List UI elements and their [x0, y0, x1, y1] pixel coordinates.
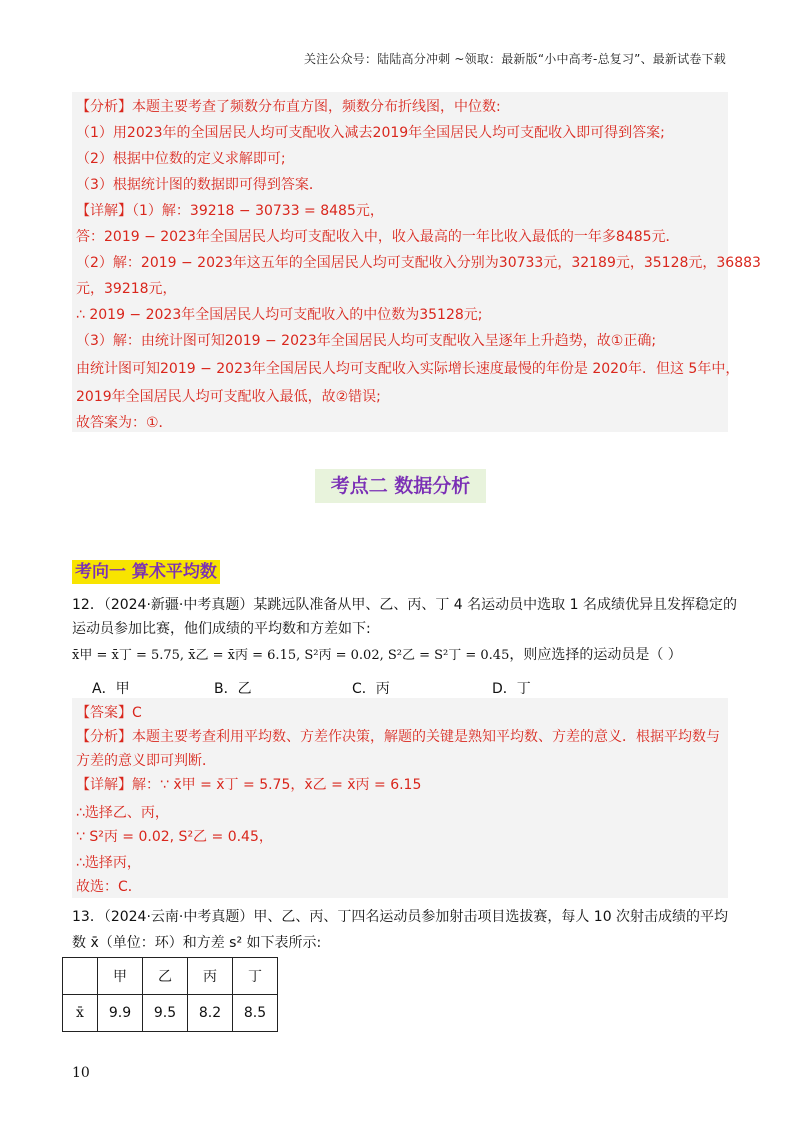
table-cell: 9.9: [98, 995, 143, 1032]
analysis-line: （2）根据中位数的定义求解即可;: [76, 151, 286, 167]
q12-option-c[interactable]: C．丙: [352, 681, 390, 697]
analysis-line: 【分析】本题主要考查了频数分布直方图，频数分布折线图，中位数:: [76, 99, 501, 115]
q12-analysis: 方差的意义即可判断．: [76, 753, 216, 769]
analysis-line: （3）根据统计图的数据即可得到答案．: [76, 177, 323, 193]
q12-detail: ∵ S²丙 = 0.02, S²乙 = 0.45，: [76, 829, 273, 845]
section-title: 考点二 数据分析: [315, 469, 486, 503]
q12-detail: 故选：C．: [76, 879, 142, 895]
topic-tag: 考向一 算术平均数: [72, 560, 220, 584]
q13-table: [62, 957, 278, 1032]
q12-detail: 【详解】解：∵ x̄甲 = x̄丁 = 5.75，x̄乙 = x̄丙 = 6.15: [76, 777, 422, 793]
page-header: 关注公众号：陆陆高分冲刺 ~领取：最新版“小中高考-总复习”、最新试卷下载: [303, 52, 726, 66]
q13-stem-line1: 13．（2024·云南·中考真题）甲、乙、丙、丁四名运动员参加射击项目选拔赛，每人 10 次射击成绩的平均: [72, 909, 729, 925]
q12-analysis: 【分析】本题主要考查利用平均数、方差作决策，解题的关键是熟知平均数、方差的意义．根据平均数与: [76, 729, 720, 745]
detail-line: （3）解：由统计图可知2019 − 2023年全国居民人均可支配收入呈逐年上升趋势，故①正确;: [76, 333, 657, 349]
q12-formula-line: [72, 644, 682, 664]
table-cell: 8.5: [233, 995, 278, 1032]
table-row-label: x̄: [63, 995, 98, 1032]
detail-line: 元，39218元，: [76, 281, 177, 297]
detail-line: 【详解】（1）解：39218 − 30733 = 8485元，: [76, 203, 384, 219]
table-header-cell: 丙: [188, 958, 233, 995]
q12-stem-line1: 12．（2024·新疆·中考真题）某跳远队准备从甲、乙、丙、丁 4 名运动员中选取 1 名成绩优异且发挥稳定的: [72, 597, 737, 613]
table-header-cell: [63, 958, 98, 995]
q13-stem-line2: 数 x̄（单位：环）和方差 s² 如下表所示:: [72, 935, 322, 951]
detail-line: 由统计图可知2019 − 2023年全国居民人均可支配收入实际增长速度最慢的年份是 2020年．但这 5年中，: [76, 361, 740, 377]
table-cell: 9.5: [143, 995, 188, 1032]
table-header-row: [63, 958, 278, 995]
q12-stem-line2: 运动员参加比赛，他们成绩的平均数和方差如下:: [72, 621, 371, 637]
table-header-cell: 甲: [98, 958, 143, 995]
q12-formula: x̄甲 = x̄丁 = 5.75, x̄乙 = x̄丙 = 6.15, S²丙 = 0.02, S²乙 = S²丁 = 0.45: [72, 648, 510, 663]
table-row: [63, 995, 278, 1032]
analysis-line: （1）用2023年的全国居民人均可支配收入减去2019年全国居民人均可支配收入即可得到答案;: [76, 125, 665, 141]
detail-line: （2）解：2019 − 2023年这五年的全国居民人均可支配收入分别为30733元，32189元，35128元，36883: [76, 255, 761, 271]
q12-option-d[interactable]: D．丁: [492, 681, 531, 697]
detail-line: 答：2019 − 2023年全国居民人均可支配收入中，收入最高的一年比收入最低的一年多8485元．: [76, 229, 680, 245]
q12-answer: 【答案】C: [76, 705, 142, 721]
page-number: 10: [72, 1065, 90, 1081]
detail-line: ∴ 2019 − 2023年全国居民人均可支配收入的中位数为35128元;: [76, 307, 483, 323]
q12-option-a[interactable]: A．甲: [92, 681, 130, 697]
q12-formula-tail: ，则应选择的运动员是（ ）: [509, 647, 682, 663]
table-cell: 8.2: [188, 995, 233, 1032]
q12-detail: ∴选择乙、丙，: [76, 805, 169, 821]
table-header-cell: 乙: [143, 958, 188, 995]
answer-line: 故答案为：①．: [76, 415, 173, 431]
q12-option-b[interactable]: B．乙: [214, 681, 252, 697]
detail-line: 2019年全国居民人均可支配收入最低，故②错误;: [76, 389, 381, 405]
table-header-cell: 丁: [233, 958, 278, 995]
q12-solution-block: [72, 698, 728, 898]
q12-detail: ∴选择丙，: [76, 855, 141, 871]
analysis-block: [72, 92, 761, 432]
